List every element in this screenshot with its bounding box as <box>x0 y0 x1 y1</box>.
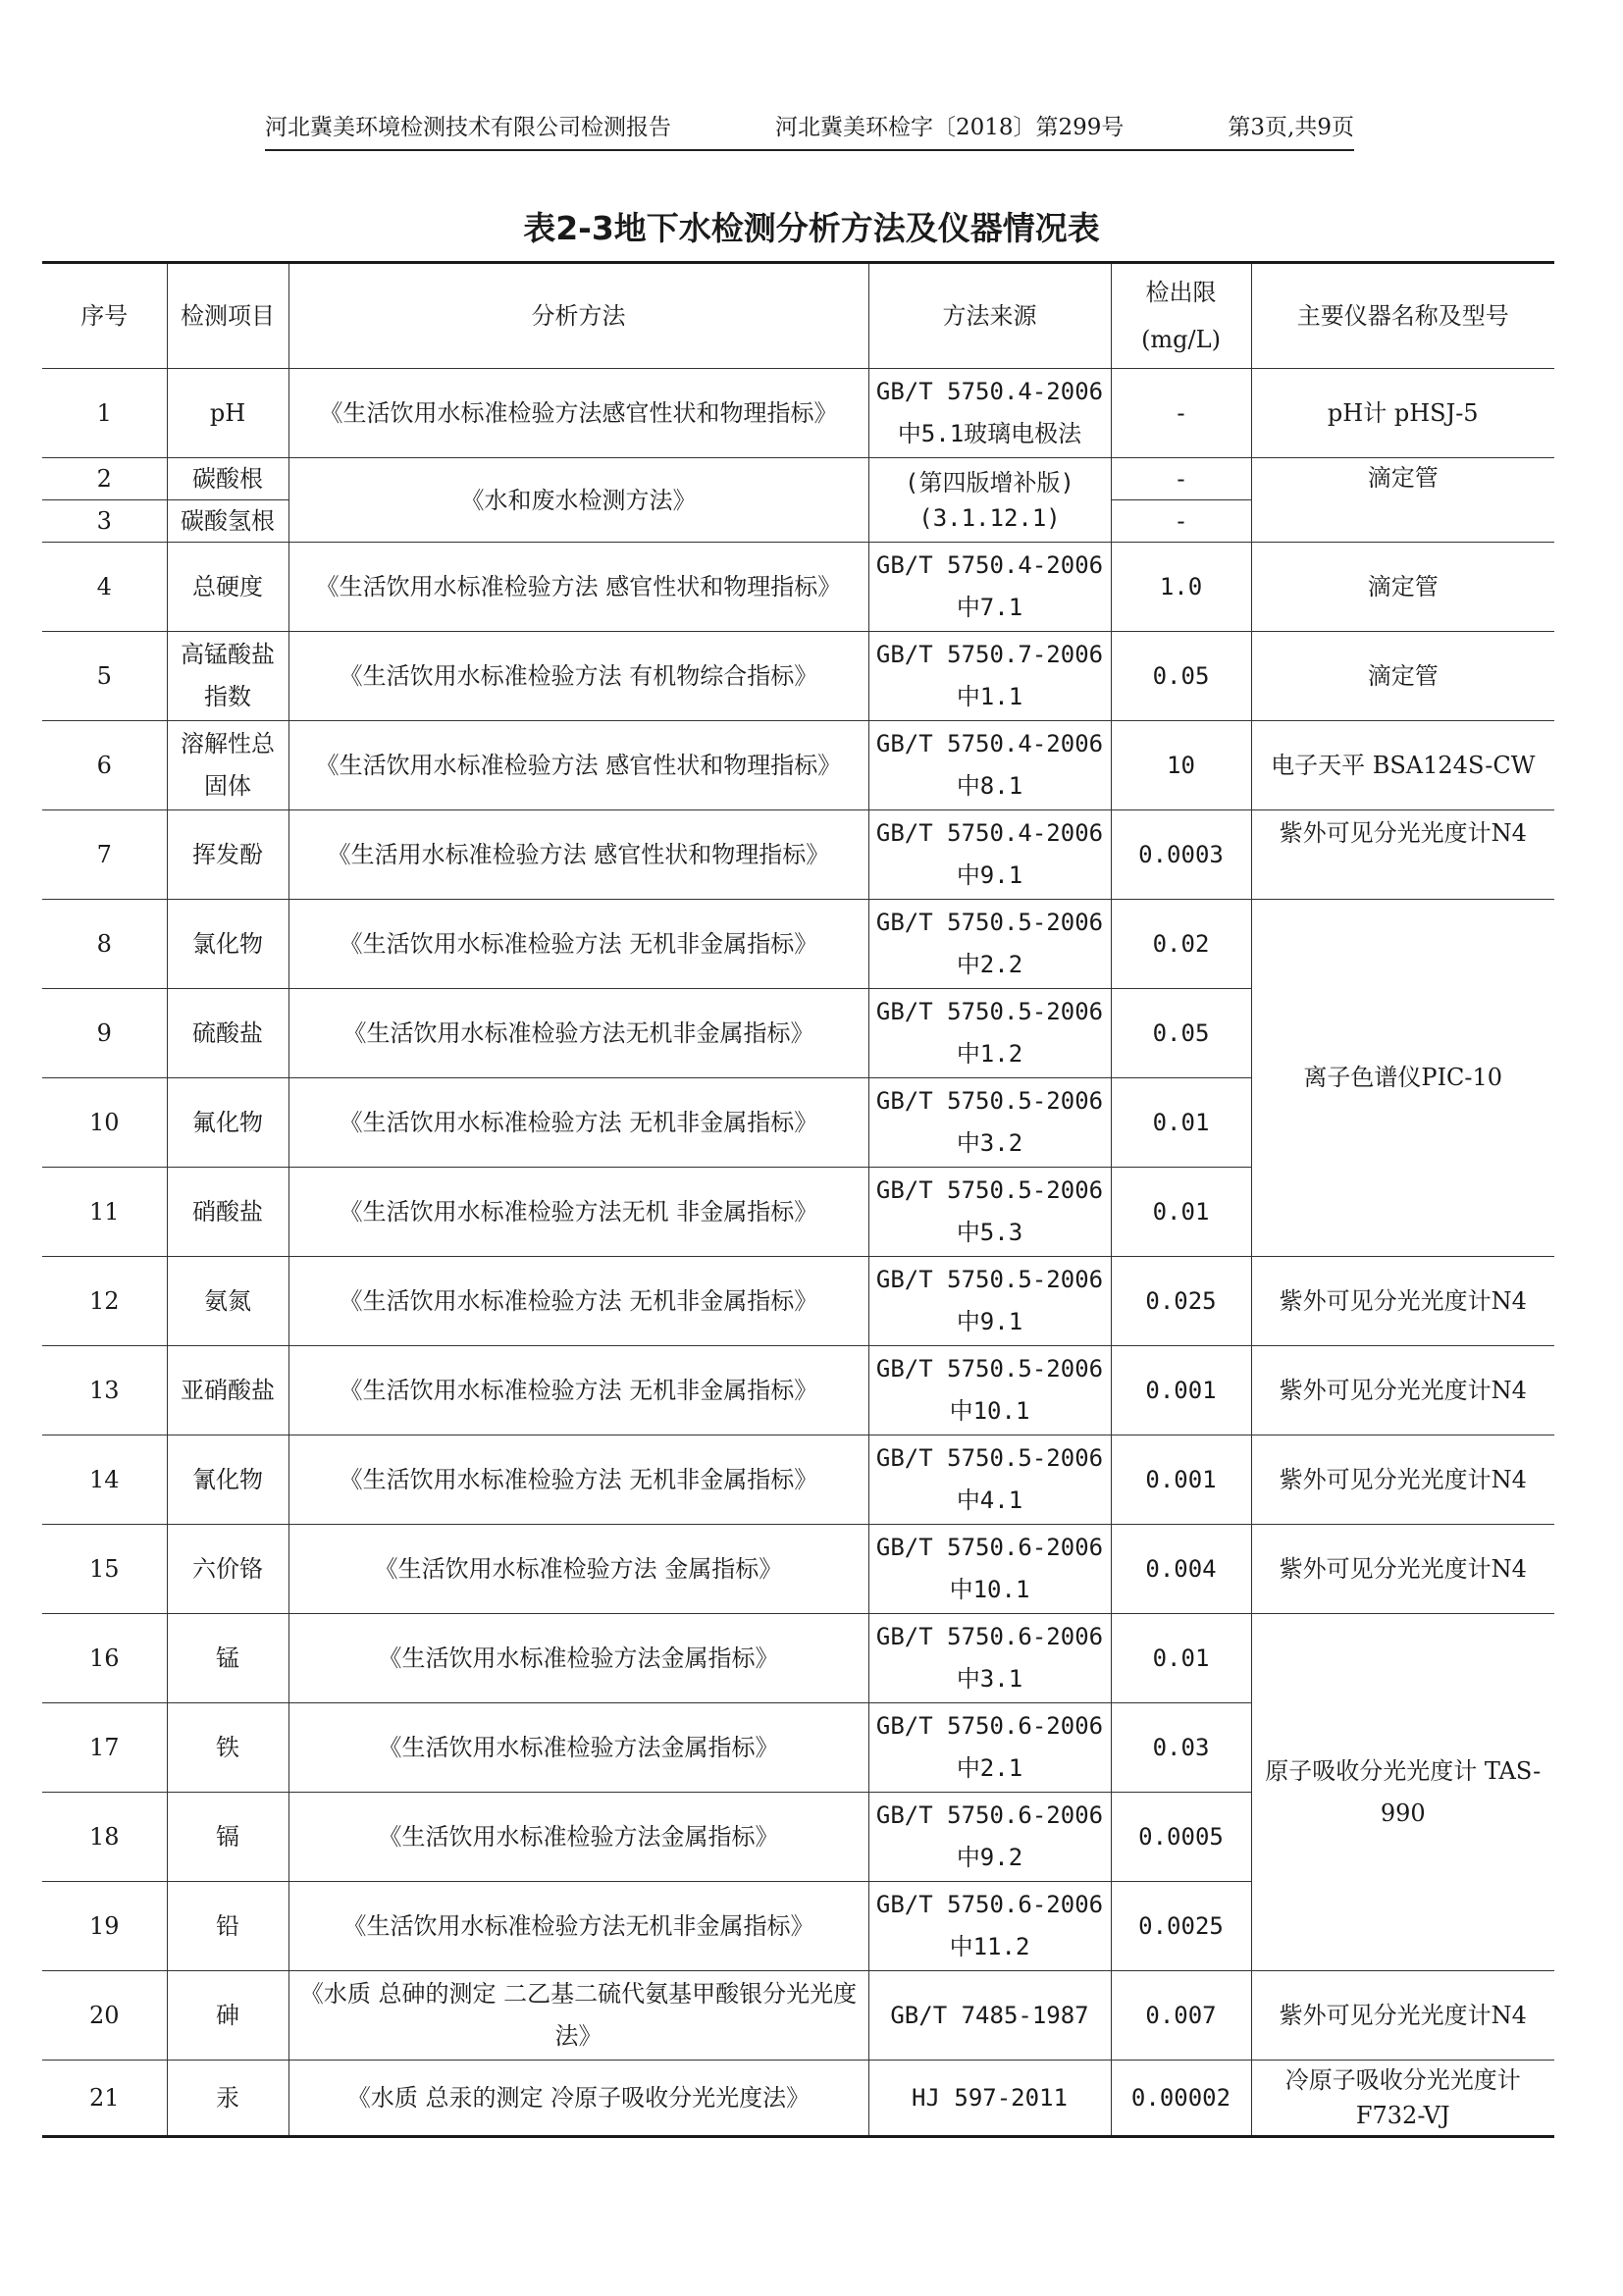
cell-instrument: 紫外可见分光光度计N4 <box>1251 1346 1554 1435</box>
cell-no: 6 <box>42 721 167 810</box>
cell-instrument: 滴定管 <box>1251 632 1554 721</box>
cell-item: 铅 <box>167 1882 288 1971</box>
company-report-label: 河北冀美环境检测技术有限公司检测报告 <box>265 115 671 140</box>
cell-method: 《生活饮用水标准检验方法金属指标》 <box>288 1793 868 1882</box>
cell-source: GB/T 5750.5-2006 中1.2 <box>868 989 1111 1078</box>
cell-limit: 0.03 <box>1111 1703 1251 1793</box>
cell-item: 硝酸盐 <box>167 1168 288 1257</box>
cell-item: 溶解性总固体 <box>167 721 288 810</box>
table-row <box>42 1614 1554 1703</box>
report-number: 河北冀美环检字〔2018〕第299号 <box>774 115 1125 140</box>
cell-source: GB/T 7485-1987 <box>868 1971 1111 2061</box>
cell-no: 19 <box>42 1882 167 1971</box>
cell-item: 氰化物 <box>167 1435 288 1525</box>
cell-item: 汞 <box>167 2061 288 2137</box>
cell-item: 氯化物 <box>167 900 288 989</box>
cell-no: 4 <box>42 543 167 632</box>
cell-limit: 0.0005 <box>1111 1793 1251 1882</box>
cell-source: GB/T 5750.5-2006 中4.1 <box>868 1435 1111 1525</box>
cell-method: 《生活饮用水标准检验方法 金属指标》 <box>288 1525 868 1614</box>
cell-source: GB/T 5750.4-2006 中5.1玻璃电极法 <box>868 369 1111 458</box>
table-row <box>42 900 1554 989</box>
col-header-limit: 检出限(mg/L) <box>1111 263 1251 369</box>
cell-instrument: 紫外可见分光光度计N4 <box>1251 810 1554 900</box>
cell-no: 14 <box>42 1435 167 1525</box>
cell-instrument: 原子吸收分光光度计 TAS-990 <box>1251 1614 1554 1971</box>
table-row <box>42 2061 1554 2137</box>
cell-instrument: 紫外可见分光光度计N4 <box>1251 1257 1554 1346</box>
cell-method: 《生活饮用水标准检验方法 无机非金属指标》 <box>288 1257 868 1346</box>
cell-method: 《生活饮用水标准检验方法感官性状和物理指标》 <box>288 369 868 458</box>
cell-method: 《生活饮用水标准检验方法 无机非金属指标》 <box>288 1435 868 1525</box>
col-header-instrument: 主要仪器名称及型号 <box>1251 263 1554 369</box>
cell-no: 2 <box>42 458 167 500</box>
cell-method: 《生活饮用水标准检验方法 有机物综合指标》 <box>288 632 868 721</box>
cell-item: 镉 <box>167 1793 288 1882</box>
cell-item: 六价铬 <box>167 1525 288 1614</box>
cell-no: 20 <box>42 1971 167 2061</box>
cell-source: HJ 597-2011 <box>868 2061 1111 2137</box>
cell-item: 总硬度 <box>167 543 288 632</box>
cell-item: 高锰酸盐指数 <box>167 632 288 721</box>
cell-limit: 0.004 <box>1111 1525 1251 1614</box>
cell-limit: - <box>1111 458 1251 500</box>
cell-instrument: 滴定管 <box>1251 458 1554 543</box>
cell-limit: 0.05 <box>1111 632 1251 721</box>
cell-source: GB/T 5750.5-2006 中10.1 <box>868 1346 1111 1435</box>
cell-item: 氨氮 <box>167 1257 288 1346</box>
cell-limit: 0.00002 <box>1111 2061 1251 2137</box>
cell-source: GB/T 5750.6-2006 中9.2 <box>868 1793 1111 1882</box>
cell-limit: 0.001 <box>1111 1346 1251 1435</box>
cell-limit: 1.0 <box>1111 543 1251 632</box>
cell-method: 《生活饮用水标准检验方法 感官性状和物理指标》 <box>288 721 868 810</box>
cell-item: 氟化物 <box>167 1078 288 1168</box>
cell-no: 13 <box>42 1346 167 1435</box>
cell-instrument: 电子天平 BSA124S-CW <box>1251 721 1554 810</box>
cell-no: 11 <box>42 1168 167 1257</box>
cell-method: 《生活饮用水标准检验方法无机非金属指标》 <box>288 1882 868 1971</box>
cell-limit: 0.05 <box>1111 989 1251 1078</box>
table-row <box>42 369 1554 458</box>
cell-source: GB/T 5750.5-2006 中5.3 <box>868 1168 1111 1257</box>
cell-item: 碳酸根 <box>167 458 288 500</box>
table-row <box>42 1435 1554 1525</box>
cell-method: 《生活用水标准检验方法 感官性状和物理指标》 <box>288 810 868 900</box>
cell-source: GB/T 5750.7-2006 中1.1 <box>868 632 1111 721</box>
method-instrument-table <box>42 261 1554 2138</box>
table-title: 表2-3地下水检测分析方法及仪器情况表 <box>523 209 1100 247</box>
cell-method: 《生活饮用水标准检验方法 无机非金属指标》 <box>288 1346 868 1435</box>
table-row <box>42 1346 1554 1435</box>
cell-no: 10 <box>42 1078 167 1168</box>
col-header-no: 序号 <box>42 263 167 369</box>
cell-no: 3 <box>42 500 167 543</box>
cell-instrument: 滴定管 <box>1251 543 1554 632</box>
cell-no: 18 <box>42 1793 167 1882</box>
cell-method: 《水质 总砷的测定 二乙基二硫代氨基甲酸银分光光度法》 <box>288 1971 868 2061</box>
cell-method: 《生活饮用水标准检验方法 无机非金属指标》 <box>288 900 868 989</box>
cell-item: 挥发酚 <box>167 810 288 900</box>
cell-item: pH <box>167 369 288 458</box>
cell-instrument: 紫外可见分光光度计N4 <box>1251 1525 1554 1614</box>
cell-no: 1 <box>42 369 167 458</box>
cell-limit: - <box>1111 500 1251 543</box>
cell-limit: 0.0025 <box>1111 1882 1251 1971</box>
cell-item: 砷 <box>167 1971 288 2061</box>
cell-source: GB/T 5750.4-2006 中8.1 <box>868 721 1111 810</box>
table-row <box>42 543 1554 632</box>
cell-no: 9 <box>42 989 167 1078</box>
cell-instrument: 离子色谱仪PIC-10 <box>1251 900 1554 1257</box>
cell-no: 7 <box>42 810 167 900</box>
cell-limit: 0.025 <box>1111 1257 1251 1346</box>
page-indicator: 第3页,共9页 <box>1228 115 1354 140</box>
cell-limit: 0.007 <box>1111 1971 1251 2061</box>
cell-no: 12 <box>42 1257 167 1346</box>
cell-limit: 10 <box>1111 721 1251 810</box>
page-header <box>265 109 1354 151</box>
col-header-source: 方法来源 <box>868 263 1111 369</box>
cell-item: 锰 <box>167 1614 288 1703</box>
cell-method: 《水和废水检测方法》 <box>288 458 868 543</box>
cell-source: GB/T 5750.5-2006 中2.2 <box>868 900 1111 989</box>
table-row <box>42 810 1554 900</box>
cell-item: 铁 <box>167 1703 288 1793</box>
cell-item: 亚硝酸盐 <box>167 1346 288 1435</box>
cell-method: 《生活饮用水标准检验方法金属指标》 <box>288 1703 868 1793</box>
cell-method: 《水质 总汞的测定 冷原子吸收分光光度法》 <box>288 2061 868 2137</box>
cell-no: 15 <box>42 1525 167 1614</box>
col-header-item: 检测项目 <box>167 263 288 369</box>
cell-item: 碳酸氢根 <box>167 500 288 543</box>
cell-no: 8 <box>42 900 167 989</box>
cell-limit: 0.02 <box>1111 900 1251 989</box>
cell-no: 21 <box>42 2061 167 2137</box>
cell-limit: 0.001 <box>1111 1435 1251 1525</box>
cell-item: 硫酸盐 <box>167 989 288 1078</box>
cell-source: GB/T 5750.6-2006 中11.2 <box>868 1882 1111 1971</box>
table-row <box>42 721 1554 810</box>
table-row <box>42 1971 1554 2061</box>
cell-method: 《生活饮用水标准检验方法金属指标》 <box>288 1614 868 1703</box>
cell-source: GB/T 5750.4-2006 中7.1 <box>868 543 1111 632</box>
cell-no: 5 <box>42 632 167 721</box>
cell-source: GB/T 5750.4-2006 中9.1 <box>868 810 1111 900</box>
cell-limit: 0.01 <box>1111 1078 1251 1168</box>
cell-method: 《生活饮用水标准检验方法无机 非金属指标》 <box>288 1168 868 1257</box>
cell-limit: 0.01 <box>1111 1614 1251 1703</box>
cell-limit: - <box>1111 369 1251 458</box>
cell-instrument: 紫外可见分光光度计N4 <box>1251 1971 1554 2061</box>
cell-no: 16 <box>42 1614 167 1703</box>
table-row <box>42 1257 1554 1346</box>
cell-method: 《生活饮用水标准检验方法 感官性状和物理指标》 <box>288 543 868 632</box>
cell-method: 《生活饮用水标准检验方法无机非金属指标》 <box>288 989 868 1078</box>
cell-instrument: 冷原子吸收分光光度计F732-VJ <box>1251 2061 1554 2137</box>
table-row <box>42 632 1554 721</box>
cell-source: (第四版增补版)(3.1.12.1) <box>868 458 1111 543</box>
cell-source: GB/T 5750.6-2006 中2.1 <box>868 1703 1111 1793</box>
cell-instrument: pH计 pHSJ-5 <box>1251 369 1554 458</box>
cell-source: GB/T 5750.5-2006 中9.1 <box>868 1257 1111 1346</box>
table-row <box>42 458 1554 500</box>
cell-source: GB/T 5750.6-2006 中3.1 <box>868 1614 1111 1703</box>
cell-source: GB/T 5750.5-2006 中3.2 <box>868 1078 1111 1168</box>
col-header-method: 分析方法 <box>288 263 868 369</box>
cell-instrument: 紫外可见分光光度计N4 <box>1251 1435 1554 1525</box>
table-row <box>42 1525 1554 1614</box>
cell-source: GB/T 5750.6-2006 中10.1 <box>868 1525 1111 1614</box>
cell-limit: 0.0003 <box>1111 810 1251 900</box>
cell-limit: 0.01 <box>1111 1168 1251 1257</box>
cell-method: 《生活饮用水标准检验方法 无机非金属指标》 <box>288 1078 868 1168</box>
cell-no: 17 <box>42 1703 167 1793</box>
